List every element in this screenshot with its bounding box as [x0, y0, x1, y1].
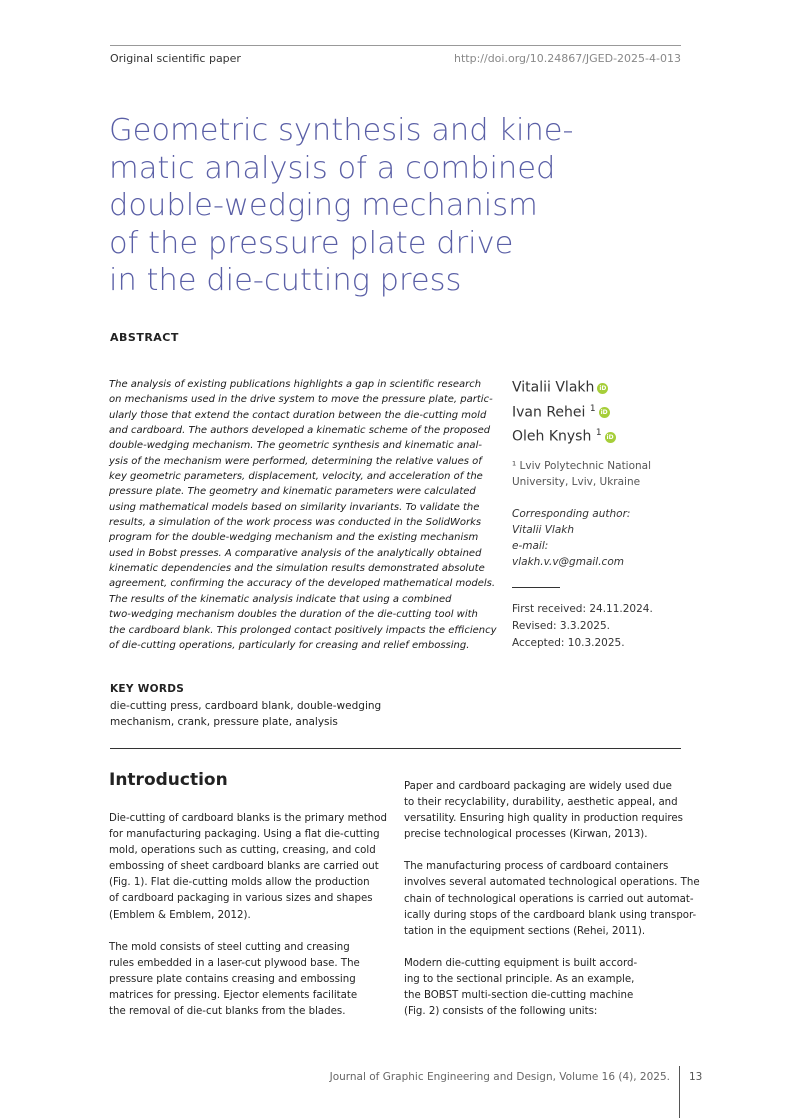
- page-number: 13: [689, 1071, 703, 1083]
- article-type: Original scientific paper: [110, 52, 241, 65]
- abstract-line: results, a simulation of the work process was conducted in the SolidWorks: [109, 517, 482, 529]
- abstract-line: double-wedging mechanism. The geometric synthesis and kinematic anal-: [109, 440, 482, 452]
- abstract-line: and cardboard. The authors developed a kinematic scheme of the proposed: [109, 425, 491, 437]
- email-link[interactable]: vlakh.v.v@gmail.com: [512, 556, 624, 568]
- text-line: the BOBST multi-section die-cutting machine: [404, 990, 634, 1002]
- text-line: matrices for pressing. Ejector elements facilitate: [109, 989, 358, 1001]
- text-line: Modern die-cutting equipment is built accord-: [404, 957, 638, 969]
- paragraph: [109, 811, 387, 924]
- paper-title: [109, 112, 574, 300]
- text-line: rules embedded in a laser-cut plywood base. The: [109, 957, 360, 969]
- keywords-line: mechanism, crank, pressure plate, analysis: [110, 716, 338, 728]
- author-name: Vitalii Vlakh: [512, 379, 595, 396]
- abstract-line: of die-cutting operations, particularly for creasing and relief embossing.: [109, 639, 470, 651]
- text-line: The mold consists of steel cutting and creasing: [109, 941, 350, 953]
- title-line: matic analysis of a combined: [109, 150, 556, 186]
- abstract-line: used in Bobst presses. A comparative analysis of the analytically obtained: [109, 547, 482, 559]
- orcid-icon[interactable]: iD: [606, 433, 614, 441]
- title-line: of the pressure plate drive: [109, 225, 514, 261]
- abstract-text: [109, 377, 497, 653]
- journal-citation: Journal of Graphic Engineering and Design, Volume 16 (4), 2025.: [329, 1071, 670, 1083]
- text-line: (Fig. 2) consists of the following units:: [404, 1006, 598, 1018]
- abstract-line: pressure plate. The geometry and kinematic parameters were calculated: [109, 486, 476, 498]
- article-dates: [512, 601, 653, 652]
- author-affiliation-mark: 1: [589, 403, 596, 414]
- title-line: double-wedging mechanism: [109, 188, 538, 223]
- keywords-line: die-cutting press, cardboard blank, double-wedging: [110, 700, 382, 712]
- author-name: Oleh Knysh: [512, 428, 592, 445]
- keywords-text: [110, 698, 381, 730]
- keywords-heading: KEY WORDS: [110, 683, 185, 695]
- text-line: (Fig. 1). Flat die-cutting molds allow the production: [109, 877, 370, 889]
- abstract-line: the cardboard blank. This prolonged contact positively impacts the efficiency: [109, 624, 497, 636]
- affiliation-line: University, Lviv, Ukraine: [512, 476, 641, 488]
- text-line: chain of technological operations is carried out automat-: [404, 893, 694, 905]
- corresponding-author: [512, 506, 630, 570]
- abstract-line: kinematic dependencies and the simulation results demonstrated absolute: [109, 563, 485, 575]
- text-line: embossing of sheet cardboard blanks are carried out: [109, 861, 379, 873]
- paragraph: [109, 940, 387, 1020]
- text-line: the removal of die-cut blanks from the blades.: [109, 1006, 346, 1018]
- footer-rule: [679, 1066, 680, 1118]
- abstract-line: program for the double-wedging mechanism and the existing mechanism: [109, 532, 479, 544]
- text-line: tation in the equipment sections (Rehei, 2011).: [404, 925, 646, 937]
- affiliation-line: ¹ Lviv Polytechnic National: [512, 460, 652, 472]
- affiliation: [512, 458, 651, 490]
- text-line: (Emblem & Emblem, 2012).: [109, 909, 251, 921]
- abstract-line: The analysis of existing publications highlights a gap in scientific research: [109, 379, 482, 390]
- abstract-line: agreement, confirming the accuracy of the developed mathematical models.: [109, 578, 496, 590]
- text-line: Paper and cardboard packaging are widely used due: [404, 781, 672, 792]
- abstract-line: ysis of the mechanism were performed, determining the relative values of: [109, 455, 482, 467]
- abstract-line: two-wedging mechanism doubles the duration of the die-cutting tool with: [109, 609, 478, 621]
- author: [512, 399, 616, 424]
- corresponding-line: Vitalii Vlakh: [512, 524, 575, 536]
- title-line: in the die-cutting press: [109, 263, 462, 298]
- text-line: mold, operations such as cutting, creasing, and cold: [109, 845, 376, 857]
- corresponding-line: e-mail:: [512, 540, 549, 552]
- text-line: precise technological processes (Kirwan, 2013).: [404, 829, 648, 841]
- date-accepted: Accepted: 10.3.2025.: [512, 637, 625, 649]
- text-line: The manufacturing process of cardboard containers: [404, 861, 669, 873]
- doi-link[interactable]: http://doi.org/10.24867/JGED-2025-4-013: [454, 52, 681, 65]
- text-line: pressure plate contains creasing and embossing: [109, 973, 356, 985]
- author-affiliation-mark: 1: [595, 428, 602, 439]
- orcid-icon[interactable]: iD: [600, 409, 608, 417]
- abstract-line: using mathematical models based on similarity invariants. To validate the: [109, 501, 480, 513]
- body-column-left: [109, 811, 387, 1036]
- title-line: Geometric synthesis and kine-: [109, 113, 574, 148]
- author: [512, 374, 616, 399]
- paragraph: [404, 956, 700, 1020]
- text-line: involves several automated technological operations. The: [404, 877, 700, 889]
- divider: [512, 587, 560, 588]
- author: [512, 423, 616, 448]
- paragraph: [404, 779, 700, 843]
- text-line: ing to the sectional principle. As an example,: [404, 973, 635, 985]
- text-line: Die-cutting of cardboard blanks is the primary method: [109, 813, 387, 824]
- paragraph: [404, 859, 700, 939]
- text-line: of cardboard packaging in various sizes and shapes: [109, 893, 373, 905]
- abstract-heading: ABSTRACT: [110, 331, 179, 344]
- body-column-right: [404, 779, 700, 1036]
- abstract-line: The results of the kinematic analysis indicate that using a combined: [109, 593, 452, 605]
- date-revised: Revised: 3.3.2025.: [512, 620, 610, 632]
- abstract-line: key geometric parameters, displacement, velocity, and acceleration of the: [109, 471, 483, 483]
- text-line: to their recyclability, durability, aesthetic appeal, and: [404, 797, 678, 809]
- header-rule: [110, 45, 681, 46]
- author-list: [512, 374, 616, 448]
- introduction-heading: Introduction: [109, 770, 228, 790]
- text-line: for manufacturing packaging. Using a flat die-cutting: [109, 829, 380, 841]
- abstract-line: ularly those that extend the contact duration between the die-cutting mold: [109, 409, 487, 421]
- date-received: First received: 24.11.2024.: [512, 603, 653, 615]
- text-line: versatility. Ensuring high quality in production requires: [404, 813, 683, 825]
- section-rule: [110, 748, 681, 749]
- text-line: ically during stops of the cardboard blank using transpor-: [404, 909, 697, 921]
- author-name: Ivan Rehei: [512, 404, 586, 421]
- abstract-line: on mechanisms used in the drive system to move the pressure plate, partic-: [109, 394, 493, 406]
- orcid-icon[interactable]: iD: [599, 384, 607, 392]
- corresponding-line: Corresponding author:: [512, 508, 631, 520]
